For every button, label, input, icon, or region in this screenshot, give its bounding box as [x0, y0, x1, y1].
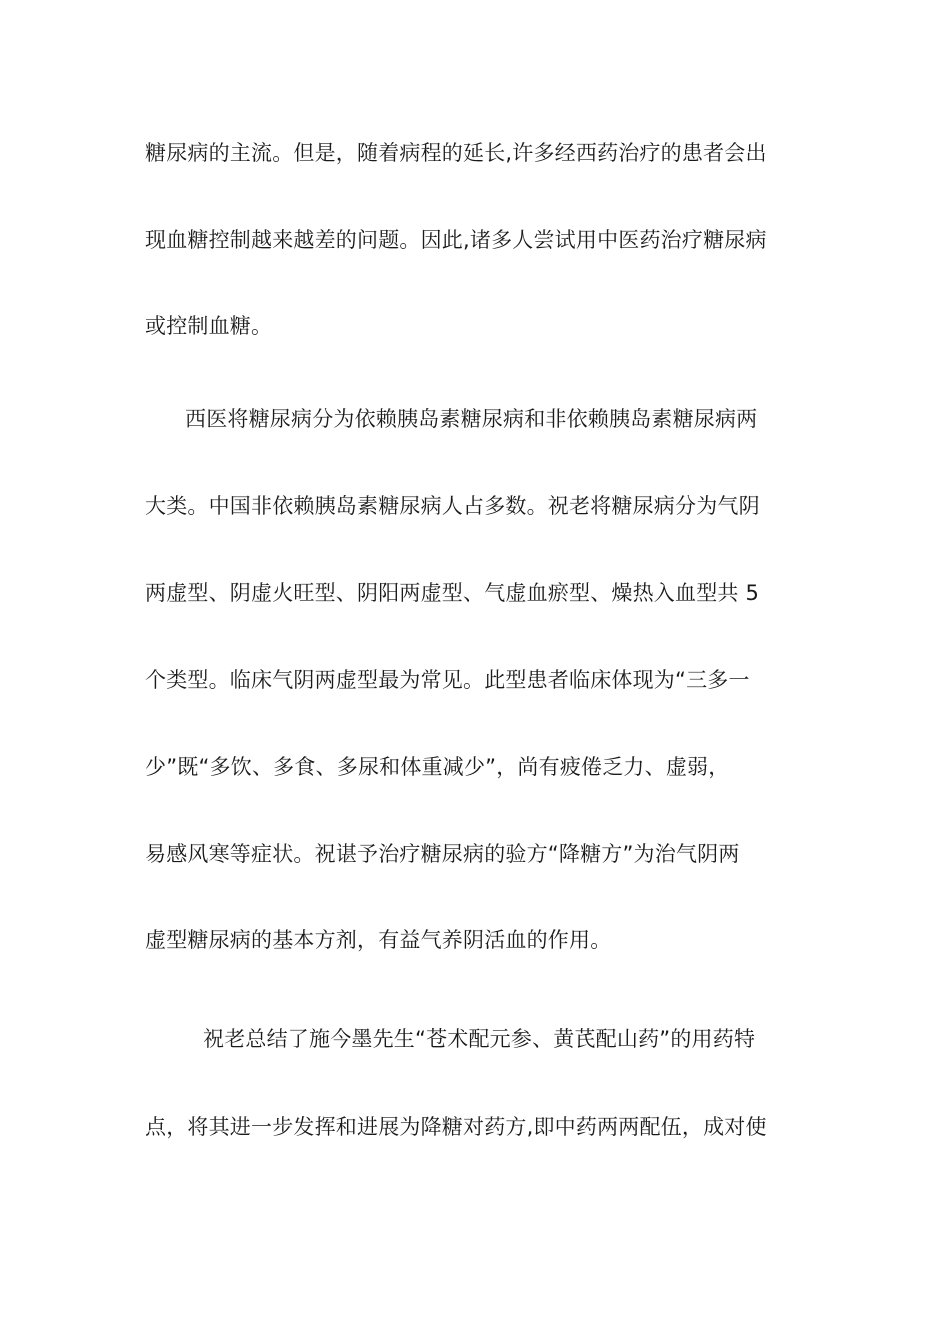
text-line: 个类型。临床气阴两虚型最为常见。此型患者临床体现为“三多一: [145, 668, 750, 692]
text-line: 糖尿病的主流。但是，随着病程的延长,许多经西药治疗的患者会出: [145, 141, 767, 165]
text-line: 虚型糖尿病的基本方剂，有益气养阴活血的作用。: [145, 928, 612, 952]
text-line: 西医将糖尿病分为依赖胰岛素糖尿病和非依赖胰岛素糖尿病两: [185, 407, 758, 431]
text-line: 现血糖控制越来越差的问题。因此,诸多人尝试用中医药治疗糖尿病: [145, 228, 767, 252]
text-line: 或控制血糖。: [145, 314, 273, 338]
text-line: 易感风寒等症状。祝谌予治疗糖尿病的验方“降糖方”为治气阴两: [145, 842, 740, 866]
text-line: 大类。中国非依赖胰岛素糖尿病人占多数。祝老将糖尿病分为气阴: [145, 494, 760, 518]
text-line: 两虚型、阴虚火旺型、阴阳两虚型、气虚血瘀型、燥热入血型共 5: [145, 581, 760, 605]
text-line: 少”既“多饮、多食、多尿和体重减少”，尚有疲倦乏力、虚弱，: [145, 755, 730, 779]
text-line: 点，将其进一步发挥和进展为降糖对药方,即中药两两配伍，成对使: [145, 1115, 767, 1139]
text-line: 祝老总结了施今墨先生“苍术配元参、黄芪配山药”的用药特: [203, 1027, 756, 1051]
